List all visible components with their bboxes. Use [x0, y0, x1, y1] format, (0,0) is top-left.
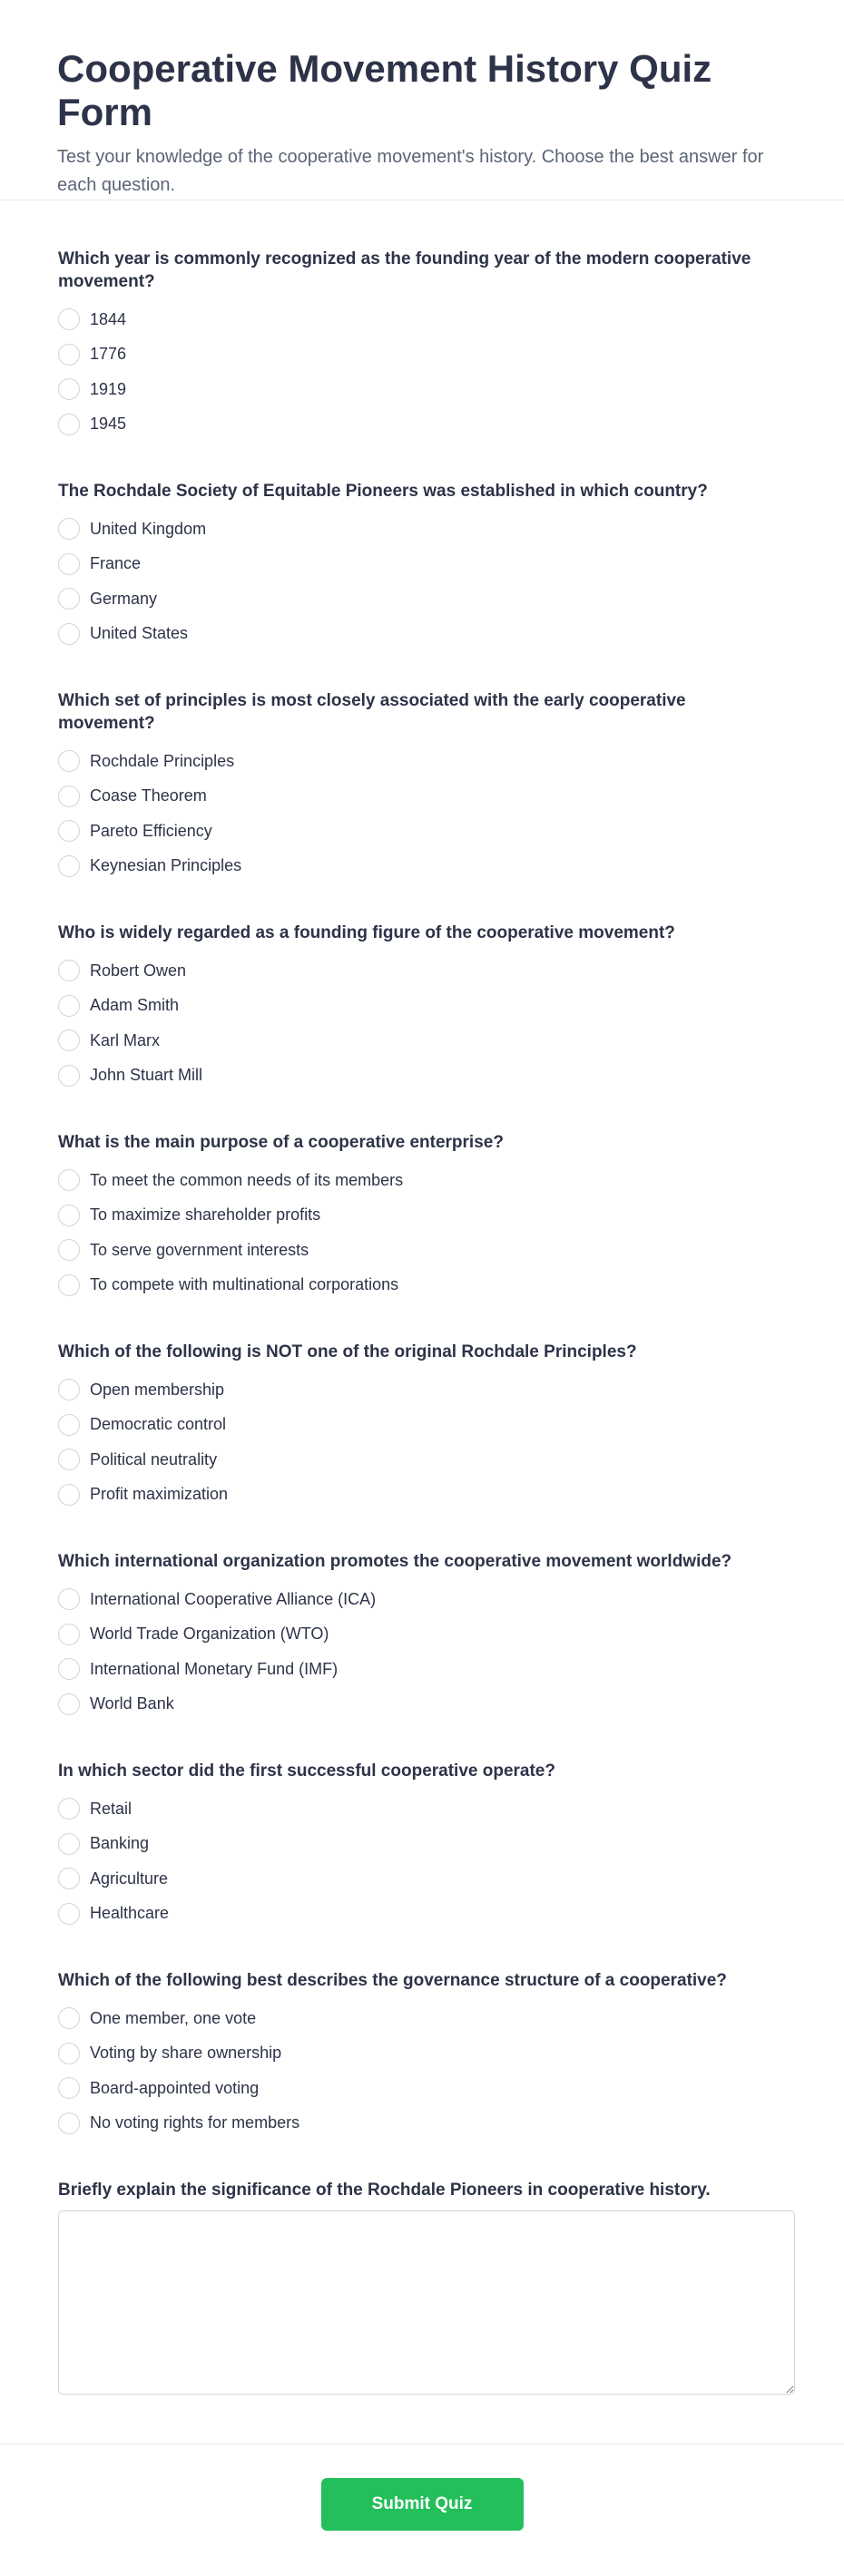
- answer-option[interactable]: [58, 779, 786, 815]
- option-label: Rochdale Principles: [90, 751, 235, 770]
- option-label: Adam Smith: [90, 996, 180, 1015]
- question-7: [58, 1550, 786, 1722]
- option-label: World Bank: [90, 1694, 174, 1713]
- answer-option[interactable]: [58, 1233, 786, 1268]
- answer-option[interactable]: [58, 512, 786, 547]
- question-4: [58, 922, 786, 1093]
- question-text: Who is widely regarded as a founding figure of the cooperative movement?: [58, 923, 675, 942]
- option-label: France: [90, 554, 142, 573]
- option-label: Democratic control: [90, 1415, 227, 1434]
- answer-option[interactable]: [58, 372, 786, 407]
- radio-button[interactable]: [58, 1868, 80, 1889]
- option-label: Keynesian Principles: [90, 856, 242, 875]
- radio-button[interactable]: [58, 2007, 80, 2029]
- option-label: Healthcare: [90, 1904, 170, 1923]
- option-label: To maximize shareholder profits: [90, 1205, 321, 1225]
- radio-button[interactable]: [58, 1414, 80, 1436]
- question-1: [58, 248, 786, 442]
- radio-button[interactable]: [58, 414, 80, 435]
- option-label: 1945: [90, 415, 127, 434]
- answer-option[interactable]: [58, 581, 786, 617]
- radio-button[interactable]: [58, 820, 80, 842]
- answer-option[interactable]: [58, 849, 786, 884]
- submit-quiz-button[interactable]: Submit Quiz: [321, 2478, 524, 2531]
- form-footer: [0, 2444, 844, 2576]
- option-label: Profit maximization: [90, 1485, 229, 1504]
- answer-option[interactable]: [58, 1478, 786, 1513]
- answer-option[interactable]: [58, 814, 786, 849]
- option-label: 1844: [90, 309, 127, 328]
- option-label: 1919: [90, 379, 127, 398]
- radio-button[interactable]: [58, 960, 80, 981]
- answer-option[interactable]: [58, 1582, 786, 1617]
- radio-button[interactable]: [58, 1169, 80, 1191]
- answer-option[interactable]: [58, 2036, 786, 2072]
- answer-option[interactable]: [58, 337, 786, 373]
- option-label: International Cooperative Alliance (ICA): [90, 1589, 377, 1608]
- radio-button[interactable]: [58, 2043, 80, 2064]
- answer-option[interactable]: [58, 1198, 786, 1234]
- radio-button[interactable]: [58, 1239, 80, 1261]
- option-label: Retail: [90, 1799, 132, 1818]
- page-title: Cooperative Movement History Quiz Form: [57, 47, 712, 133]
- option-label: To compete with multinational corporations: [90, 1275, 399, 1294]
- radio-button[interactable]: [58, 623, 80, 645]
- question-text: Which of the following is NOT one of the original Rochdale Principles?: [58, 1342, 637, 1361]
- quiz-form: [0, 200, 844, 2395]
- answer-option[interactable]: [58, 953, 786, 989]
- answer-option[interactable]: [58, 617, 786, 652]
- radio-button[interactable]: [58, 1693, 80, 1715]
- answer-option[interactable]: [58, 2071, 786, 2106]
- question-5: [58, 1131, 786, 1303]
- question-2: [58, 480, 786, 651]
- option-label: Agriculture: [90, 1869, 169, 1888]
- radio-button[interactable]: [58, 1833, 80, 1855]
- option-label: John Stuart Mill: [90, 1066, 203, 1085]
- answer-option[interactable]: [58, 1059, 786, 1094]
- answer-option[interactable]: [58, 302, 786, 337]
- radio-button[interactable]: [58, 1274, 80, 1296]
- option-label: Karl Marx: [90, 1030, 161, 1049]
- option-label: 1776: [90, 345, 127, 364]
- answer-option[interactable]: [58, 1617, 786, 1653]
- radio-button[interactable]: [58, 2113, 80, 2134]
- question-text: Which set of principles is most closely associated with the early cooperative movement?: [58, 691, 686, 733]
- option-label: Banking: [90, 1834, 150, 1853]
- answer-option[interactable]: [58, 1652, 786, 1687]
- question-text: The Rochdale Society of Equitable Pioneers was established in which country?: [58, 482, 708, 501]
- question-text: Which international organization promotes the cooperative movement worldwide?: [58, 1552, 732, 1571]
- option-label: Germany: [90, 589, 158, 608]
- radio-button[interactable]: [58, 1903, 80, 1925]
- question-9: [58, 1969, 786, 2141]
- option-label: Voting by share ownership: [90, 2044, 282, 2063]
- answer-option[interactable]: [58, 1861, 786, 1897]
- option-label: Board-appointed voting: [90, 2078, 260, 2097]
- radio-button[interactable]: [58, 1449, 80, 1470]
- essay-textarea[interactable]: [58, 2210, 795, 2395]
- answer-option[interactable]: [58, 1372, 786, 1408]
- radio-button[interactable]: [58, 1484, 80, 1506]
- option-label: To meet the common needs of its members: [90, 1170, 404, 1189]
- answer-option[interactable]: [58, 2001, 786, 2036]
- radio-button[interactable]: [58, 750, 80, 772]
- radio-button[interactable]: [58, 1065, 80, 1087]
- answer-option[interactable]: [58, 2106, 786, 2142]
- answer-option[interactable]: [58, 1442, 786, 1478]
- option-label: World Trade Organization (WTO): [90, 1625, 329, 1644]
- question-list: [58, 248, 786, 2141]
- answer-option[interactable]: [58, 744, 786, 779]
- answer-option[interactable]: [58, 1791, 786, 1827]
- radio-button[interactable]: [58, 518, 80, 540]
- option-label: United States: [90, 624, 189, 643]
- radio-button[interactable]: [58, 1379, 80, 1400]
- option-label: Political neutrality: [90, 1449, 218, 1469]
- answer-option[interactable]: [58, 1827, 786, 1862]
- radio-button[interactable]: [58, 378, 80, 400]
- question-3: [58, 689, 786, 883]
- radio-button[interactable]: [58, 2077, 80, 2099]
- radio-button[interactable]: [58, 785, 80, 807]
- radio-button[interactable]: [58, 1205, 80, 1226]
- answer-option[interactable]: [58, 547, 786, 582]
- question-text: Which year is commonly recognized as the founding year of the modern cooperative movement?: [58, 249, 751, 291]
- question-text: In which sector did the first successful cooperative operate?: [58, 1761, 555, 1781]
- answer-option[interactable]: [58, 1408, 786, 1443]
- question-text: Which of the following best describes the governance structure of a cooperative?: [58, 1971, 727, 1990]
- option-label: Robert Owen: [90, 961, 187, 980]
- radio-button[interactable]: [58, 344, 80, 366]
- page-subtitle: Test your knowledge of the cooperative movement's history. Choose the best answer for each question.: [57, 147, 764, 195]
- radio-button[interactable]: [58, 1624, 80, 1645]
- option-label: United Kingdom: [90, 519, 207, 538]
- answer-option[interactable]: [58, 407, 786, 443]
- answer-option[interactable]: [58, 1163, 786, 1198]
- answer-option[interactable]: [58, 1897, 786, 1932]
- radio-button[interactable]: [58, 553, 80, 575]
- essay-question: [58, 2179, 786, 2395]
- option-label: International Monetary Fund (IMF): [90, 1659, 339, 1678]
- radio-button[interactable]: [58, 1588, 80, 1610]
- radio-button[interactable]: [58, 588, 80, 610]
- radio-button[interactable]: [58, 308, 80, 330]
- radio-button[interactable]: [58, 1798, 80, 1820]
- answer-option[interactable]: [58, 1268, 786, 1303]
- radio-button[interactable]: [58, 1658, 80, 1680]
- question-text: Briefly explain the significance of the Rochdale Pioneers in cooperative history.: [58, 2181, 711, 2200]
- answer-option[interactable]: [58, 989, 786, 1024]
- option-label: No voting rights for members: [90, 2113, 300, 2132]
- option-label: Coase Theorem: [90, 786, 207, 805]
- radio-button[interactable]: [58, 995, 80, 1017]
- answer-option[interactable]: [58, 1023, 786, 1059]
- option-label: One member, one vote: [90, 2008, 257, 2027]
- option-label: Pareto Efficiency: [90, 821, 212, 840]
- answer-option[interactable]: [58, 1687, 786, 1722]
- form-header: [0, 0, 844, 200]
- question-8: [58, 1760, 786, 1931]
- question-text: What is the main purpose of a cooperative enterprise?: [58, 1133, 504, 1152]
- option-label: Open membership: [90, 1380, 225, 1399]
- option-label: To serve government interests: [90, 1240, 309, 1259]
- radio-button[interactable]: [58, 855, 80, 877]
- radio-button[interactable]: [58, 1029, 80, 1051]
- question-6: [58, 1341, 786, 1512]
